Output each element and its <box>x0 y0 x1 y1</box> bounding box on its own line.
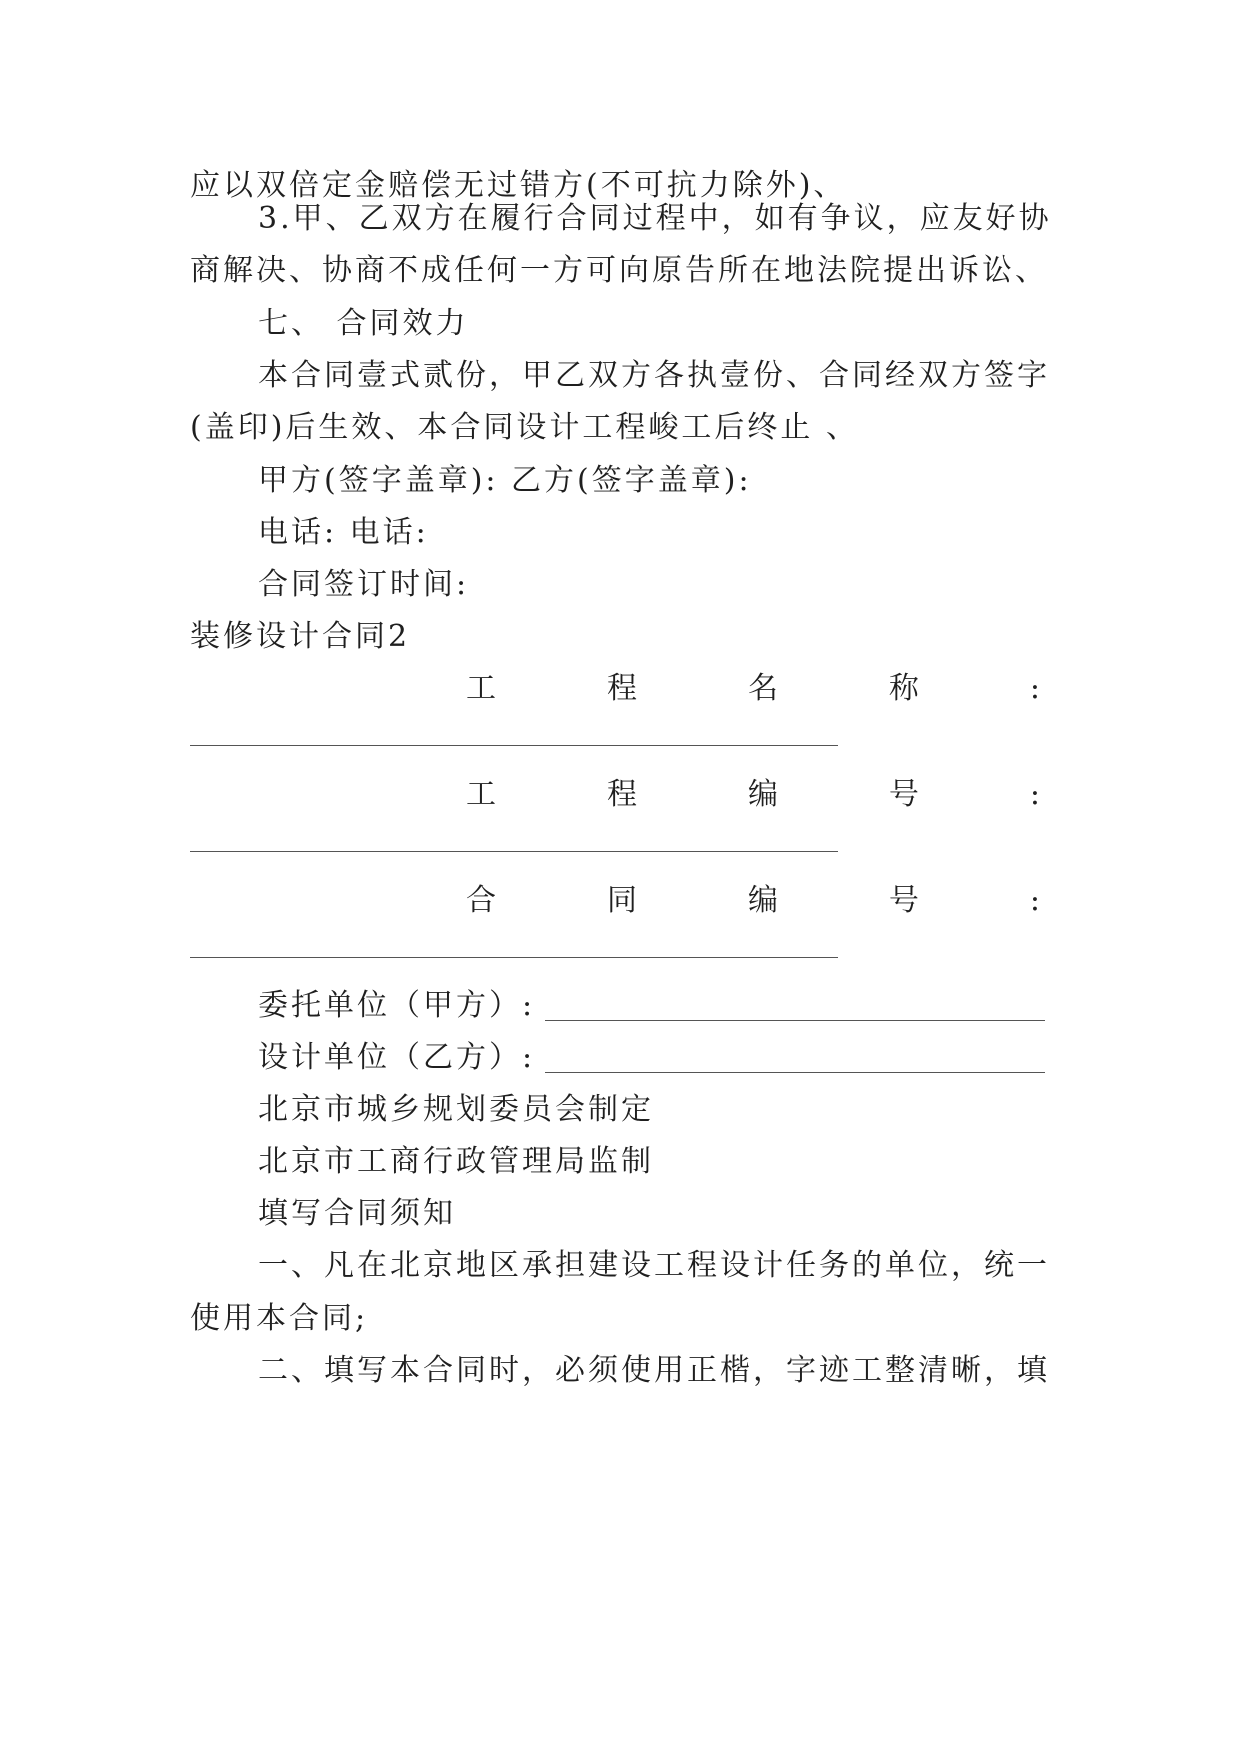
text-line: 使用本合同; <box>190 1301 369 1336</box>
designer-blank <box>545 1072 1045 1073</box>
field-char: 工 <box>466 777 496 812</box>
field-char: 程 <box>606 671 637 706</box>
client-blank <box>545 1020 1045 1021</box>
contract-title: 装修设计合同2 <box>190 619 411 654</box>
notice-item-1: 一、凡在北京地区承担建设工程设计任务的单位，统一 <box>258 1248 1050 1283</box>
designer-line <box>258 1037 1045 1079</box>
client-line <box>258 985 1045 1027</box>
notice-heading: 填写合同须知 <box>258 1196 456 1231</box>
field-char: 号 <box>888 777 919 812</box>
phone-line: 电话: 电话: <box>258 515 429 550</box>
client-label: 委托单位（甲方）: <box>258 988 536 1023</box>
contract-number-field <box>466 880 1040 922</box>
supervisor-line: 北京市工商行政管理局监制 <box>258 1144 654 1179</box>
notice-item-2: 二、填写本合同时，必须使用正楷，字迹工整清晰，填 <box>258 1353 1050 1388</box>
text-line: 应以双倍定金赔偿无过错方(不可抗力除外)、 <box>190 168 847 203</box>
field-char: 编 <box>747 883 778 918</box>
text-line: 本合同壹式贰份，甲乙双方各执壹份、合同经双方签字 <box>258 358 1050 393</box>
underline-blank <box>190 745 838 746</box>
field-char: 称 <box>888 671 919 706</box>
field-char: : <box>1029 671 1040 706</box>
issuer-line: 北京市城乡规划委员会制定 <box>258 1092 654 1127</box>
field-char: 号 <box>888 883 919 918</box>
text-line: (盖印)后生效、本合同设计工程峻工后终止 、 <box>190 410 859 445</box>
field-char: 编 <box>747 777 778 812</box>
underline-blank <box>190 851 838 852</box>
text-line: 商解决、协商不成任何一方可向原告所在地法院提出诉讼、 <box>190 253 1048 288</box>
project-number-field <box>466 774 1040 816</box>
field-char: 合 <box>466 883 496 918</box>
clause-3: 3.甲、乙双方在履行合同过程中，如有争议，应友好协 <box>258 201 1052 236</box>
field-char: 同 <box>606 883 637 918</box>
field-char: : <box>1029 883 1040 918</box>
field-char: : <box>1029 777 1040 812</box>
designer-label: 设计单位（乙方）: <box>258 1040 536 1075</box>
field-char: 名 <box>747 671 778 706</box>
sign-date-line: 合同签订时间: <box>258 567 470 602</box>
signature-line: 甲方(签字盖章): 乙方(签字盖章): <box>258 463 752 498</box>
project-name-field <box>466 668 1040 710</box>
section-heading-7: 七、 合同效力 <box>258 306 469 341</box>
field-char: 工 <box>466 671 496 706</box>
underline-blank <box>190 957 838 958</box>
field-char: 程 <box>606 777 637 812</box>
